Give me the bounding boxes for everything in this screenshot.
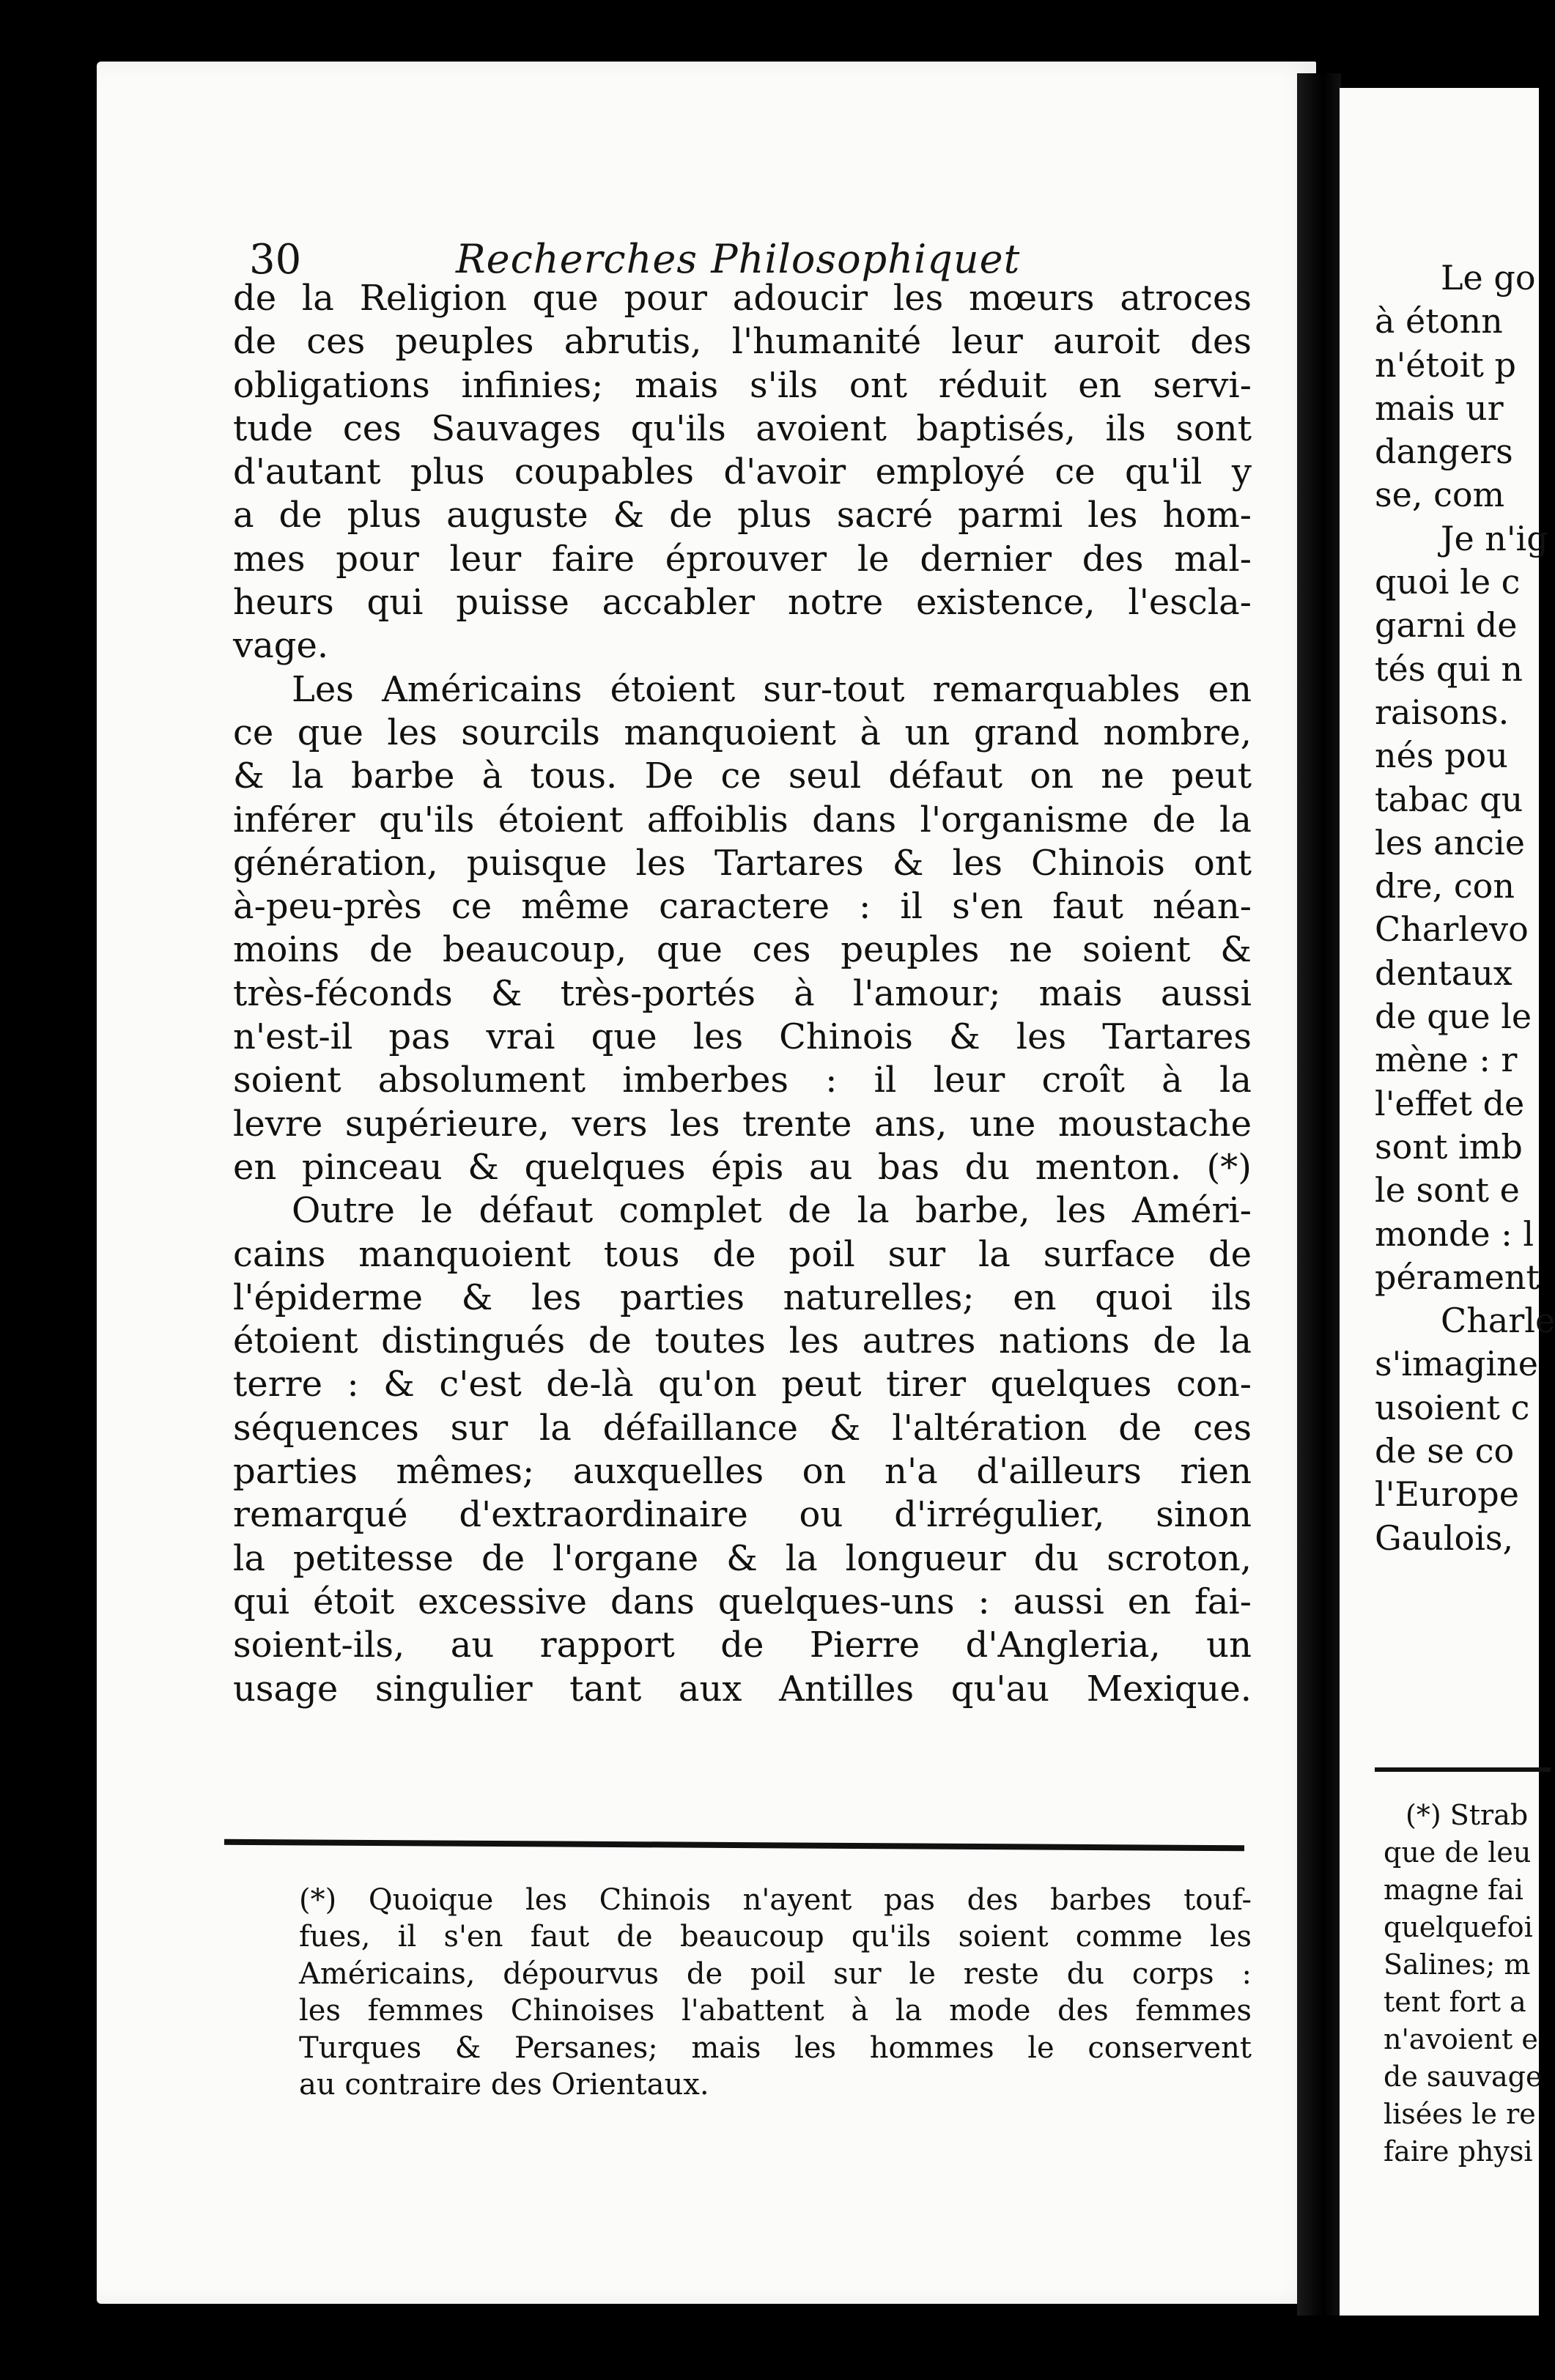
text-line: heurs qui puisse accabler notre existence, l'escla- <box>233 582 1252 624</box>
right-footnote-rule <box>1375 1767 1551 1772</box>
text-line: étoient distingués de toutes les autres nations de la <box>233 1320 1252 1362</box>
text-line: en pinceau & quelques épis au bas du menton. (*) <box>233 1146 1252 1188</box>
right-foot-line: de sauvage <box>1384 2061 1543 2093</box>
text-line: remarqué d'extraordinaire ou d'irrégulier, sinon <box>233 1494 1252 1536</box>
text-line: séquences sur la défaillance & l'altération de ces <box>233 1407 1252 1449</box>
right-line: usoient c <box>1375 1387 1530 1427</box>
text-line: ce que les sourcils manquoient à un grand nombre, <box>233 712 1252 753</box>
right-line: Gaulois, <box>1375 1518 1514 1558</box>
right-line: monde : l <box>1375 1213 1534 1254</box>
text-line: levre supérieure, vers les trente ans, une moustache <box>233 1103 1252 1145</box>
right-line: n'étoit p <box>1375 344 1516 385</box>
right-line: dre, con <box>1375 866 1515 906</box>
text-line: à-peu-près ce même caractere : il s'en faut néan- <box>233 886 1252 928</box>
right-line: tés qui n <box>1375 648 1523 689</box>
right-line: à étonn <box>1375 301 1503 341</box>
right-foot-line: quelquefoi <box>1384 1911 1533 1943</box>
text-line: terre : & c'est de-là qu'on peut tirer quelques con- <box>233 1364 1252 1405</box>
text-line: a de plus auguste & de plus sacré parmi les hom- <box>233 495 1252 536</box>
text-line: cains manquoient tous de poil sur la surface de <box>233 1233 1252 1275</box>
text-line: mes pour leur faire éprouver le dernier des mal- <box>233 538 1252 580</box>
right-line: dentaux <box>1375 953 1512 993</box>
right-foot-line: n'avoient e <box>1384 2023 1538 2055</box>
book-spine <box>1297 73 1341 2316</box>
right-line: l'Europe <box>1375 1474 1519 1515</box>
text-line: usage singulier tant aux Antilles qu'au Mexique. <box>233 1668 1252 1710</box>
right-line: Charle <box>1441 1301 1555 1341</box>
text-line: soient absolument imberbes : il leur croît à la <box>233 1060 1252 1101</box>
text-line: & la barbe à tous. De ce seul défaut on ne peut <box>233 755 1252 797</box>
right-line: sont imb <box>1375 1126 1523 1167</box>
right-line: Je n'ig <box>1441 518 1548 558</box>
text-line: de la Religion que pour adoucir les mœurs atroces <box>233 278 1252 319</box>
right-foot-line: (*) Strab <box>1406 1799 1529 1831</box>
right-line: quoi le c <box>1375 562 1521 602</box>
right-page <box>1340 88 1555 2316</box>
footnote-line: (*) Quoique les Chinois n'ayent pas des barbes touf- <box>299 1883 1252 1917</box>
right-line: mène : r <box>1375 1040 1518 1080</box>
right-line: le sont e <box>1375 1170 1520 1211</box>
text-line: parties mêmes; auxquelles on n'a d'ailleurs rien <box>233 1451 1252 1493</box>
right-line: Le go <box>1441 258 1536 298</box>
text-line: Outre le défaut complet de la barbe, les Améri- <box>292 1190 1252 1232</box>
text-line: génération, puisque les Tartares & les Chinois ont <box>233 842 1252 884</box>
footnote-line: au contraire des Orientaux. <box>299 2067 709 2102</box>
text-line: moins de beaucoup, que ces peuples ne soient & <box>233 929 1252 971</box>
text-line: la petitesse de l'organe & la longueur du scroton, <box>233 1537 1252 1579</box>
right-line: nés pou <box>1375 736 1508 776</box>
text-line: qui étoit excessive dans quelques-uns : aussi en fai- <box>233 1581 1252 1622</box>
right-line: garni de <box>1375 605 1518 646</box>
right-line: de que le <box>1375 997 1532 1037</box>
right-line: dangers <box>1375 432 1513 472</box>
text-line: l'épiderme & les parties naturelles; en quoi ils <box>233 1276 1252 1318</box>
right-foot-line: que de leu <box>1384 1836 1532 1869</box>
text-line: vage. <box>233 625 329 667</box>
footnote <box>299 1882 1252 2103</box>
right-page-text <box>1340 256 1555 1560</box>
right-line: l'effet de <box>1375 1083 1525 1123</box>
text-line: inférer qu'ils étoient affoiblis dans l'organisme de la <box>233 799 1252 840</box>
text-line: n'est-il pas vrai que les Chinois & les Tartares <box>233 1016 1252 1058</box>
text-line: soient-ils, au rapport de Pierre d'Angleria, un <box>233 1625 1252 1666</box>
right-foot-line: magne fai <box>1384 1874 1523 1906</box>
right-footnote <box>1340 1797 1543 2170</box>
footnote-line: les femmes Chinoises l'abattent à la mode des femmes <box>299 1994 1252 2028</box>
page-number: 30 <box>249 236 302 284</box>
right-line: tabac qu <box>1375 779 1523 819</box>
right-line: de se co <box>1375 1431 1515 1471</box>
footnote-line: Américains, dépourvus de poil sur le reste du corps : <box>299 1956 1252 1991</box>
right-line: les ancie <box>1375 822 1525 862</box>
text-line: obligations infinies; mais s'ils ont réduit en servi- <box>233 364 1252 406</box>
text-line: de ces peuples abrutis, l'humanité leur auroit des <box>233 321 1252 363</box>
right-line: raisons. <box>1375 692 1510 732</box>
right-line: s'imagine <box>1375 1344 1539 1384</box>
right-foot-line: tent fort a <box>1384 1986 1526 2018</box>
text-line: très-féconds & très-portés à l'amour; mais aussi <box>233 972 1252 1014</box>
right-line: Charlevo <box>1375 909 1529 950</box>
text-line: Les Américains étoient sur-tout remarquables en <box>292 668 1252 710</box>
body-text <box>233 277 1252 1711</box>
text-line: tude ces Sauvages qu'ils avoient baptisés, ils sont <box>233 407 1252 449</box>
right-line: se, com <box>1375 475 1505 515</box>
right-line: pérament <box>1375 1257 1540 1297</box>
right-foot-line: faire physi <box>1384 2135 1533 2168</box>
right-foot-line: Salines; m <box>1384 1948 1531 1981</box>
right-line: mais ur <box>1375 388 1504 428</box>
running-title: Recherches Philosophiquet <box>456 236 1021 282</box>
right-foot-line: lisées le re <box>1384 2098 1536 2130</box>
footnote-line: fues, il s'en faut de beaucoup qu'ils soient comme les <box>299 1920 1252 1954</box>
text-line: d'autant plus coupables d'avoir employé ce qu'il y <box>233 451 1252 493</box>
footnote-line: Turques & Persanes; mais les hommes le conservent <box>299 2030 1252 2065</box>
